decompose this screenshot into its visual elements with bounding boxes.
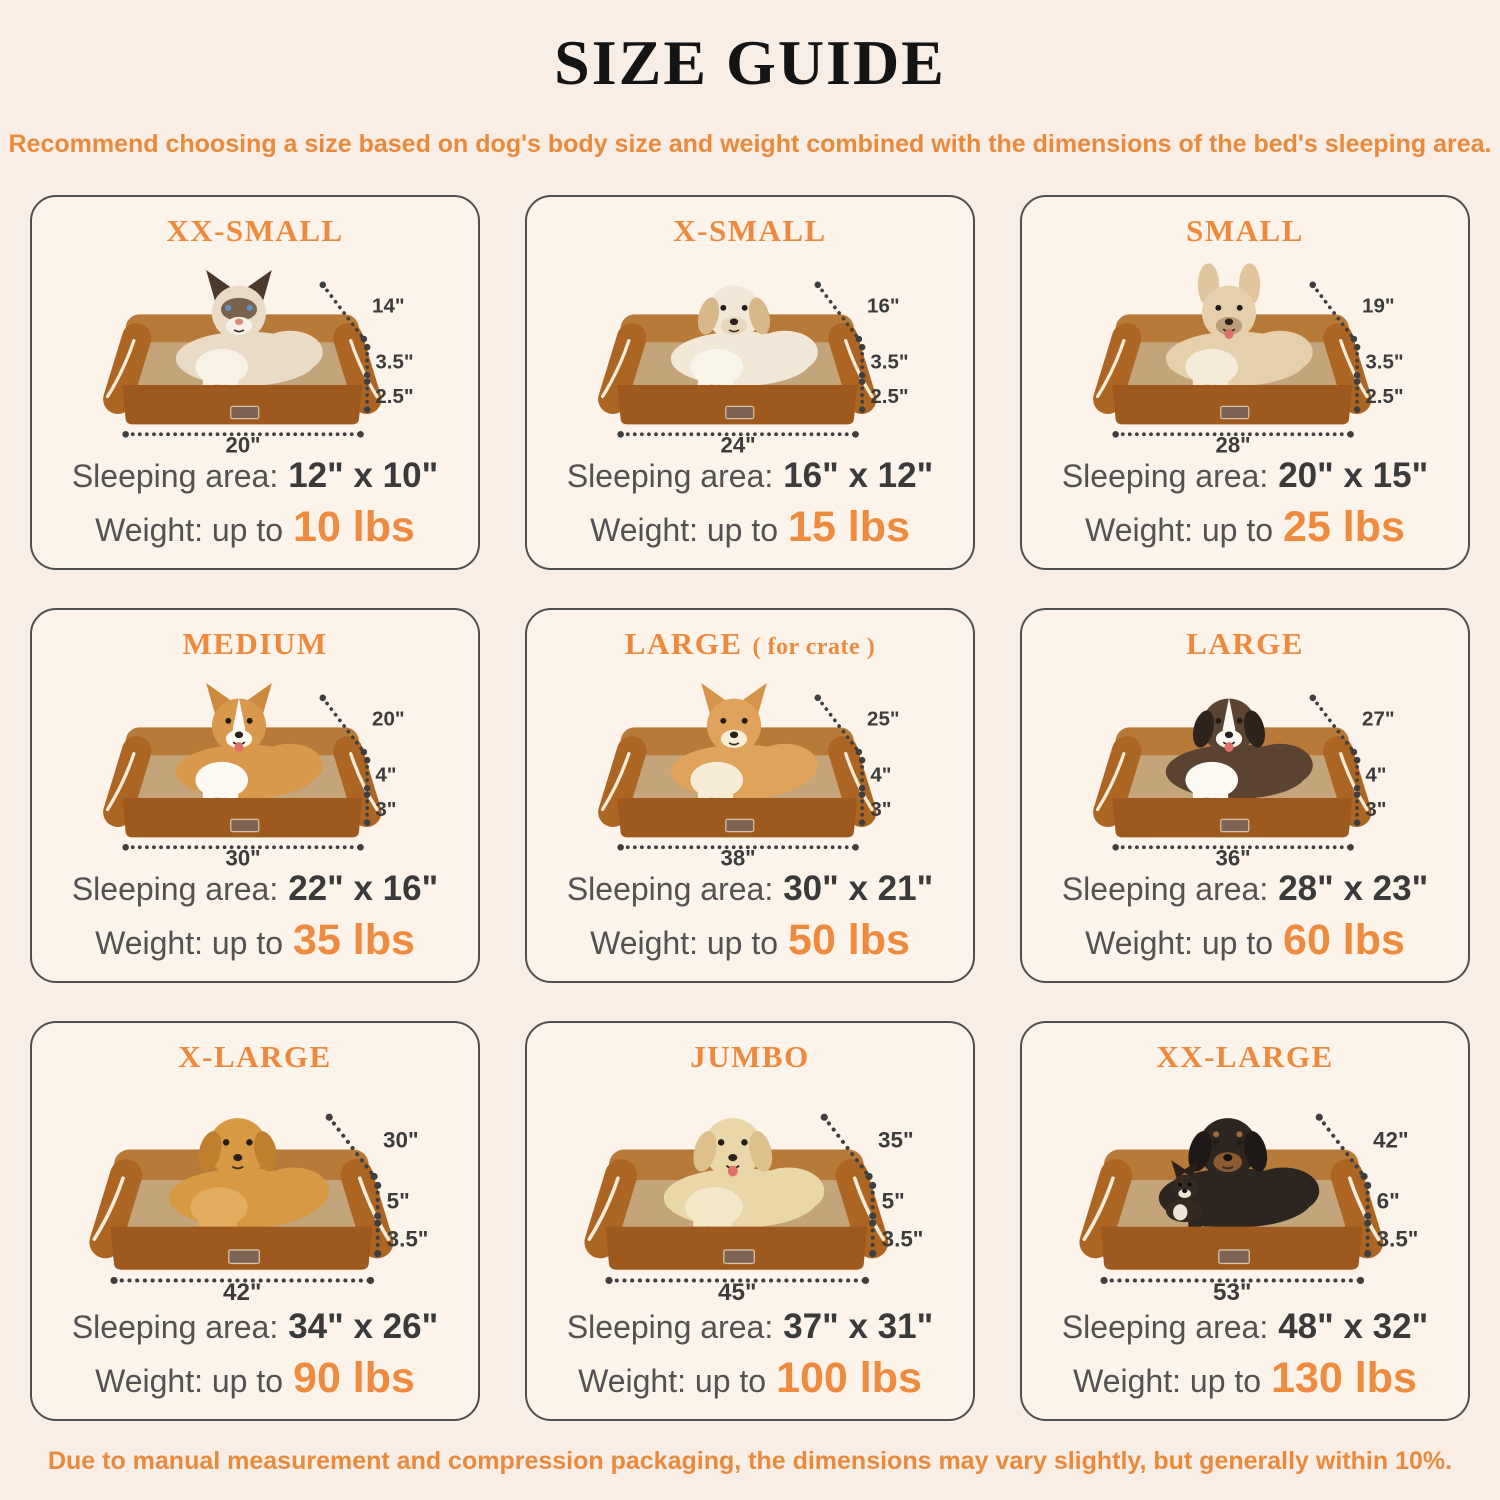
weight-value: 50 lbs	[788, 916, 910, 965]
bed-figure	[40, 1075, 470, 1304]
bed-label-tag	[724, 1250, 754, 1263]
size-card-title	[1186, 213, 1304, 249]
sleeping-area-value: 12" x 10"	[288, 455, 439, 495]
weight-value: 35 lbs	[293, 916, 415, 965]
sleeping-area-value: 30" x 21"	[783, 868, 934, 908]
size-name: XX-LARGE	[1156, 1039, 1334, 1074]
width-dimension-label: 45"	[718, 1279, 757, 1303]
bed-dimension-diagram	[62, 1076, 448, 1302]
bolster-height-label: 5"	[881, 1189, 905, 1215]
weight-label: Weight: up to	[590, 925, 779, 962]
sleeping-area-value: 22" x 16"	[288, 868, 439, 908]
sleeping-area-value: 20" x 15"	[1278, 455, 1429, 495]
bed-label-tag	[231, 407, 259, 419]
base-height-label: 3"	[870, 798, 892, 822]
sleeping-area-line	[567, 453, 933, 499]
size-card-title	[690, 1039, 809, 1075]
size-name: MEDIUM	[182, 626, 328, 661]
size-name: LARGE	[624, 626, 743, 661]
sleeping-area-label: Sleeping area:	[71, 1308, 279, 1345]
size-card	[1020, 195, 1470, 570]
weight-line	[95, 913, 415, 969]
size-card	[30, 1021, 480, 1421]
weight-line	[95, 1351, 415, 1407]
size-card	[525, 195, 975, 570]
bed-dimension-diagram	[78, 660, 431, 867]
sleeping-area-label: Sleeping area:	[566, 457, 774, 494]
bed-dimension-diagram	[573, 660, 926, 867]
bolster-height-label: 4"	[870, 763, 892, 787]
depth-dimension-label: 19"	[1362, 295, 1395, 319]
width-dimension-label: 24"	[720, 432, 757, 455]
size-name: LARGE	[1186, 626, 1304, 661]
weight-line	[578, 1351, 922, 1407]
size-card-title	[673, 213, 826, 249]
weight-value: 130 lbs	[1271, 1354, 1417, 1403]
footer-note: Due to manual measurement and compression packaging, the dimensions may vary slightly, but generally within 10%.	[47, 1447, 1453, 1475]
sleeping-area-value: 48" x 32"	[1278, 1306, 1429, 1346]
depth-dimension-label: 30"	[383, 1128, 419, 1154]
bed-dimension-diagram	[1068, 247, 1421, 454]
size-name: XX-SMALL	[166, 213, 344, 248]
size-name: JUMBO	[690, 1039, 810, 1074]
bed-figure	[40, 249, 470, 453]
depth-dimension-label: 35"	[878, 1128, 914, 1154]
bed-dimension-diagram	[573, 247, 926, 454]
bed-label-tag	[1219, 1250, 1249, 1263]
size-card-title	[625, 626, 875, 662]
size-card	[30, 608, 480, 983]
weight-line	[590, 500, 910, 556]
weight-label: Weight: up to	[95, 512, 284, 549]
base-height-label: 3"	[375, 798, 397, 822]
weight-label: Weight: up to	[95, 1363, 284, 1400]
sleeping-area-line	[1062, 1304, 1428, 1350]
bolster-height-label: 3.5"	[870, 350, 909, 374]
size-card	[525, 608, 975, 983]
bolster-height-label: 5"	[386, 1189, 410, 1215]
weight-label: Weight: up to	[1085, 512, 1274, 549]
sleeping-area-line	[72, 453, 438, 499]
size-card-title	[1156, 1039, 1333, 1075]
size-card	[30, 195, 480, 570]
size-name: X-SMALL	[673, 213, 827, 248]
weight-line	[1085, 913, 1405, 969]
size-card-title	[166, 213, 343, 249]
depth-dimension-label: 14"	[372, 295, 405, 319]
bed-label-tag	[726, 407, 754, 419]
width-dimension-label: 36"	[1215, 845, 1252, 868]
bed-label-tag	[726, 820, 754, 832]
weight-value: 90 lbs	[293, 1354, 415, 1403]
weight-label: Weight: up to	[590, 512, 779, 549]
size-card	[1020, 608, 1470, 983]
sleeping-area-value: 37" x 31"	[783, 1306, 934, 1346]
bed-dimension-diagram	[1052, 1076, 1438, 1302]
sleeping-area-label: Sleeping area:	[1061, 870, 1269, 907]
page-title: SIZE GUIDE	[554, 27, 946, 98]
weight-value: 15 lbs	[788, 503, 910, 552]
weight-value: 100 lbs	[776, 1354, 922, 1403]
depth-dimension-label: 25"	[867, 708, 900, 732]
base-height-label: 3.5"	[386, 1226, 429, 1252]
weight-line	[1085, 500, 1405, 556]
weight-line	[1073, 1351, 1417, 1407]
base-height-label: 3.5"	[881, 1226, 924, 1252]
sleeping-area-line	[567, 1304, 933, 1350]
size-name-suffix: ( for crate )	[752, 634, 876, 660]
depth-dimension-label: 16"	[867, 295, 900, 319]
sleeping-area-line	[72, 1304, 438, 1350]
weight-value: 60 lbs	[1283, 916, 1405, 965]
sleeping-area-label: Sleeping area:	[566, 1308, 774, 1345]
size-card-title	[178, 1039, 331, 1075]
sleeping-area-label: Sleeping area:	[71, 457, 279, 494]
sleeping-area-line	[567, 866, 933, 912]
width-dimension-label: 20"	[225, 432, 262, 455]
weight-line	[590, 913, 910, 969]
bed-dimension-diagram	[1068, 660, 1421, 867]
weight-label: Weight: up to	[95, 925, 284, 962]
sleeping-area-line	[1062, 453, 1428, 499]
bed-label-tag	[229, 1250, 259, 1263]
sleeping-area-line	[72, 866, 438, 912]
bed-dimension-diagram	[557, 1076, 943, 1302]
depth-dimension-label: 20"	[372, 708, 405, 732]
weight-line	[95, 500, 415, 556]
base-height-label: 3.5"	[1376, 1226, 1419, 1252]
size-card	[1020, 1021, 1470, 1421]
size-name: X-LARGE	[178, 1039, 332, 1074]
sleeping-area-value: 34" x 26"	[288, 1306, 439, 1346]
size-card-grid	[0, 195, 1500, 1421]
width-dimension-label: 42"	[223, 1279, 262, 1303]
sleeping-area-line	[1062, 866, 1428, 912]
bed-label-tag	[231, 820, 259, 832]
bolster-height-label: 4"	[1365, 763, 1387, 787]
base-height-label: 2.5"	[375, 385, 414, 409]
width-dimension-label: 28"	[1215, 432, 1252, 455]
weight-value: 10 lbs	[293, 503, 415, 552]
bed-label-tag	[1221, 407, 1249, 419]
bolster-height-label: 4"	[375, 763, 397, 787]
size-card-title	[182, 626, 327, 662]
page-subtitle: Recommend choosing a size based on dog's body size and weight combined with the dimensions of the bed's sleeping area.	[8, 130, 1492, 158]
width-dimension-label: 53"	[1213, 1279, 1252, 1303]
bed-figure	[1030, 662, 1460, 866]
bolster-height-label: 6"	[1376, 1189, 1400, 1215]
weight-value: 25 lbs	[1283, 503, 1405, 552]
weight-label: Weight: up to	[1085, 925, 1274, 962]
bolster-height-label: 3.5"	[375, 350, 414, 374]
base-height-label: 2.5"	[1365, 385, 1404, 409]
width-dimension-label: 30"	[225, 845, 262, 868]
weight-label: Weight: up to	[578, 1363, 767, 1400]
depth-dimension-label: 27"	[1362, 708, 1395, 732]
bed-figure	[40, 662, 470, 866]
bed-figure	[1030, 1075, 1460, 1304]
bed-label-tag	[1221, 820, 1249, 832]
sleeping-area-value: 28" x 23"	[1278, 868, 1429, 908]
weight-label: Weight: up to	[1073, 1363, 1262, 1400]
bed-dimension-diagram	[78, 247, 431, 454]
sleeping-area-label: Sleeping area:	[71, 870, 279, 907]
size-name: SMALL	[1186, 213, 1304, 248]
sleeping-area-value: 16" x 12"	[783, 455, 934, 495]
bed-figure	[535, 249, 965, 453]
bolster-height-label: 3.5"	[1365, 350, 1404, 374]
base-height-label: 2.5"	[870, 385, 909, 409]
sleeping-area-label: Sleeping area:	[1061, 1308, 1269, 1345]
base-height-label: 3"	[1365, 798, 1387, 822]
size-card-title	[1186, 626, 1304, 662]
size-card	[525, 1021, 975, 1421]
width-dimension-label: 38"	[720, 845, 757, 868]
depth-dimension-label: 42"	[1373, 1128, 1409, 1154]
sleeping-area-label: Sleeping area:	[1061, 457, 1269, 494]
bed-figure	[535, 662, 965, 866]
sleeping-area-label: Sleeping area:	[566, 870, 774, 907]
bed-figure	[535, 1075, 965, 1304]
bed-figure	[1030, 249, 1460, 453]
